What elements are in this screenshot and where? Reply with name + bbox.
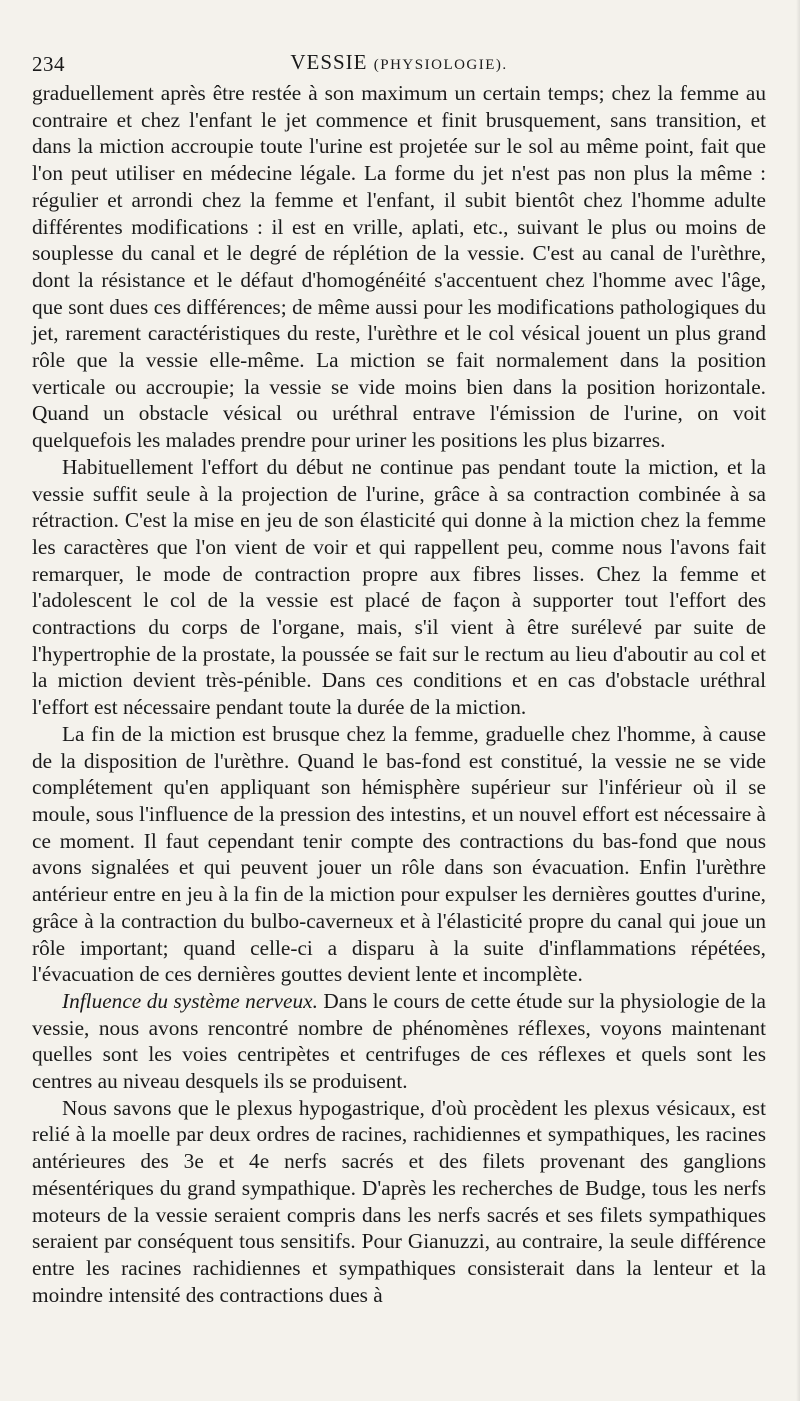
- paragraph-5: [32, 1095, 766, 1309]
- paragraph-1: [32, 80, 766, 454]
- running-title: [32, 50, 766, 75]
- section-heading-inline: Influence du système nerveux.: [62, 988, 318, 1013]
- paragraph-5-text: Nous savons que le plexus hypogastrique, d'où procèdent les plexus vésicaux, est relié à la moelle par deux ordres de racines, rachidiennes et sympathiques, les racines antérieures des 3e et 4e nerfs sacrés et des filets provenant des ganglions mésentériques du grand sympathique. D'après les recherches de Budge, tous les nerfs moteurs de la vessie seraient compris dans les nerfs sacrés et ses filets sympathiques seraient par conséquent tous sensitifs. Pour Gianuzzi, au contraire, la seule différence entre les racines rachidiennes et sympathiques consisterait dans la lenteur et la moindre intensité des contractions dues à: [32, 1095, 766, 1307]
- running-title-main: VESSIE: [290, 50, 368, 74]
- running-title-sub: (PHYSIOLOGIE).: [373, 57, 508, 73]
- running-head: [32, 46, 766, 80]
- body-text: [32, 80, 766, 1308]
- page-edge-shadow: [796, 0, 800, 1401]
- page-number: 234: [32, 52, 65, 76]
- paragraph-1-text: graduellement après être restée à son maximum un certain temps; chez la femme au contraire et chez l'enfant le jet commence et finit brusquement, sans transition, et dans la miction accroupie toute l'urine est projetée sur le sol au même point, fait que l'on peut utiliser en médecine légale. La forme du jet n'est pas non plus la même : régulier et arrondi chez la femme et l'enfant, il subit bientôt chez l'homme adulte différentes modifications : il est en vrille, aplati, etc., suivant le plus ou moins de souplesse du canal et le degré de réplétion de la vessie. C'est au canal de l'urèthre, dont la résistance et le défaut d'homogénéité s'accentuent chez l'homme avec l'âge, que sont dues ces différences; de même aussi pour les modifications pathologiques du jet, rarement caractéristiques du reste, l'urèthre et le col vésical jouent un plus grand rôle que la vessie elle-même. La miction se fait normalement dans la position verticale ou accroupie; la vessie se vide moins bien dans la position horizontale. Quand un obstacle vésical ou uréthral entrave l'émission de l'urine, on voit quelquefois les malades prendre pour uriner les positions les plus bizarres.: [32, 81, 766, 453]
- paragraph-4-text: Dans le cours de cette étude sur la physiologie de la vessie, nous avons rencontré nombre de phénomènes réflexes, voyons maintenant quelles sont les voies centripètes et centrifuges de ces réflexes et quels sont les centres au niveau desquels ils se produisent.: [32, 988, 766, 1094]
- paragraph-2: [32, 454, 766, 721]
- paragraph-3-text: La fin de la miction est brusque chez la femme, graduelle chez l'homme, à cause de la disposition de l'urèthre. Quand le bas-fond est constitué, la vessie ne se vide complétement qu'en appliquant son hémisphère supérieur sur l'inférieur où il se moule, sous l'influence de la pression des intestins, et un nouvel effort est nécessaire à ce moment. Il faut cependant tenir compte des contractions du bas-fond que nous avons signalées et qui peuvent jouer un rôle dans son évacuation. Enfin l'urèthre antérieur entre en jeu à la fin de la miction pour expulser les dernières gouttes d'urine, grâce à la contraction du bulbo-caverneux et à l'élasticité propre du canal qui joue un rôle important; quand celle-ci a disparu à la suite d'inflammations répétées, l'évacuation de ces dernières gouttes devient lente et incomplète.: [32, 721, 766, 987]
- paragraph-3: [32, 721, 766, 988]
- paragraph-2-text: Habituellement l'effort du début ne continue pas pendant toute la miction, et la vessie suffit seule à la projection de l'urine, grâce à sa contraction combinée à sa rétraction. C'est la mise en jeu de son élasticité qui donne à la miction chez la femme les caractères que l'on vient de voir et qui rappellent peu, comme nous l'avons fait remarquer, le mode de contraction propre aux fibres lisses. Chez la femme et l'adolescent le col de la vessie est placé de façon à supporter tout l'effort des contractions du corps de l'organe, mais, s'il vient à être surélevé par suite de l'hypertrophie de la prostate, la poussée se fait sur le rectum au lieu d'aboutir au col et la miction devient très-pénible. Dans ces conditions et en cas d'obstacle uréthral l'effort est nécessaire pendant toute la durée de la miction.: [32, 454, 766, 720]
- paragraph-4: [32, 988, 766, 1095]
